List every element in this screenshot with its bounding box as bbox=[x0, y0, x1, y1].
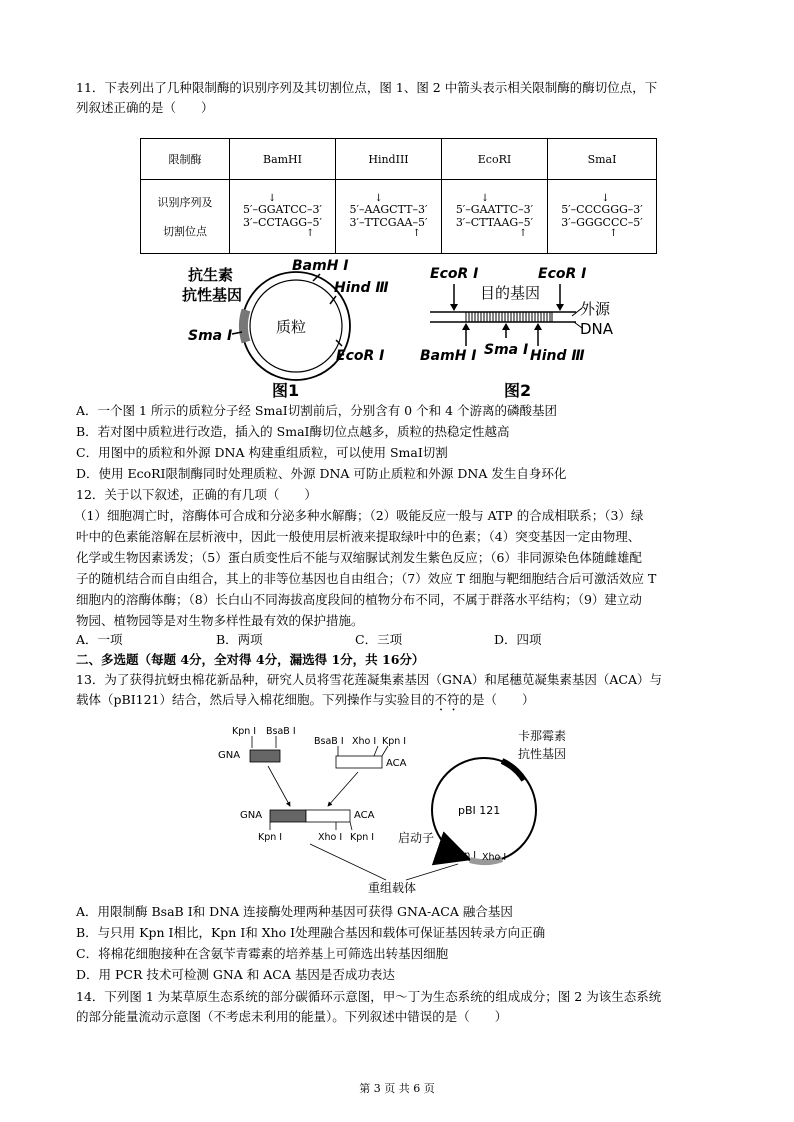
label-resistance-2: 抗性基因 bbox=[182, 286, 243, 304]
q13-figure-recombinant-vector bbox=[218, 720, 618, 896]
label-plasmid: 质粒 bbox=[276, 318, 307, 336]
label-xho-2: Xho Ⅰ bbox=[318, 832, 343, 843]
cut-arrow-down-icon: ↓ bbox=[480, 193, 490, 204]
table-header: BamHI bbox=[230, 139, 336, 180]
table-cell bbox=[230, 180, 336, 254]
label-bsab-2: BsaB Ⅰ bbox=[314, 736, 344, 747]
seq-top: 5′–CCCGGG–3′ bbox=[561, 203, 643, 216]
label-hindiii: Hind Ⅲ bbox=[334, 280, 389, 296]
label-target-gene: 目的基因 bbox=[480, 284, 541, 302]
label-aca-2: ACA bbox=[354, 810, 375, 821]
q13-option-c: C．将棉花细胞接种在含氨苄青霉素的培养基上可筛选出转基因细胞 bbox=[76, 946, 449, 961]
q12-stem: 12．关于以下叙述，正确的有几项（ ） bbox=[76, 487, 317, 502]
q12-line6: 物园、植物园等是对生物多样性最有效的保护措施。 bbox=[76, 613, 364, 628]
q11-option-a: A．一个图 1 所示的质粒分子经 SmaI切割前后，分别含有 0 个和 4 个游离的磷酸基团 bbox=[76, 403, 558, 418]
label-ecori-right: EcoR Ⅰ bbox=[538, 266, 587, 282]
cut-arrow-up-icon: ↑ bbox=[305, 228, 315, 239]
label-gna-1: GNA bbox=[218, 750, 241, 761]
cut-arrow-down-icon: ↓ bbox=[267, 193, 277, 204]
label-foreign-2: DNA bbox=[580, 320, 614, 338]
q12-option-c: C．三项 bbox=[355, 632, 403, 647]
cut-arrow-down-icon: ↓ bbox=[374, 193, 383, 204]
label-plasmid-pbi121: pBI 121 bbox=[458, 804, 501, 817]
label-ecori: EcoR Ⅰ bbox=[336, 348, 385, 364]
cut-arrow-up-icon: ↑ bbox=[518, 228, 528, 239]
q12-line4: 子的随机结合而自由组合，其上的非等位基因也自由组合；（7）效应 T 细胞与靶细胞结合后可激活效应 T bbox=[76, 571, 657, 586]
q12-option-a: A．一项 bbox=[76, 632, 123, 647]
label-bsab-1: BsaB Ⅰ bbox=[266, 726, 296, 737]
seq-bottom: 3′–CCTAGG–5′ bbox=[242, 216, 323, 229]
label-kanamycin-1: 卡那霉素 bbox=[518, 729, 567, 743]
enzyme-table bbox=[140, 138, 657, 254]
table-cell bbox=[336, 180, 442, 254]
cut-arrow-up-icon: ↑ bbox=[609, 228, 618, 239]
label-gna-2: GNA bbox=[240, 810, 263, 821]
label-xho-1: Xho Ⅰ bbox=[352, 736, 377, 747]
seq-bottom: 3′–TTCGAA–5′ bbox=[349, 216, 428, 229]
section-heading-multi-choice: 二、多选题（每题 4分，全对得 4分，漏选得 1分，共 16分） bbox=[76, 652, 425, 667]
q14-stem-line2: 的部分能量流动示意图（不考虑未利用的能量）。下列叙述中错误的是（ ） bbox=[76, 1009, 508, 1024]
q13-stem-emphasis: 不符 bbox=[434, 692, 460, 707]
cut-arrow-up-icon: ↑ bbox=[412, 228, 421, 239]
q13-option-d: D．用 PCR 技术可检测 GNA 和 ACA 基因是否成功表达 bbox=[76, 967, 395, 982]
figure-1-caption: 图1 bbox=[272, 381, 300, 400]
table-header: SmaI bbox=[548, 139, 657, 180]
label-resistance-1: 抗生素 bbox=[188, 266, 234, 284]
q12-option-b: B．两项 bbox=[216, 632, 263, 647]
label-bamhi: BamH Ⅰ bbox=[292, 258, 349, 274]
seq-bottom: 3′–CTTAAG–5′ bbox=[455, 216, 534, 229]
label-hindiii: Hind Ⅲ bbox=[530, 348, 585, 364]
q13-stem-part2: 的是（ ） bbox=[459, 692, 535, 707]
table-cell bbox=[442, 180, 548, 254]
q11-stem-line2: 列叙述正确的是（ ） bbox=[76, 100, 214, 115]
page-footer: 第 3 页 共 6 页 bbox=[359, 1082, 435, 1095]
seq-top: 5′–AAGCTT–3′ bbox=[349, 203, 428, 216]
q11-option-d: D．使用 EcoRI限制酶同时处理质粒、外源 DNA 可防止质粒和外源 DNA 发生自身环化 bbox=[76, 466, 567, 481]
q12-line5: 细胞内的溶酶体酶；（8）长白山不同海拔高度段间的植物分布不同，不属于群落水平结构；（9）建立动 bbox=[76, 592, 642, 607]
label-smai: Sma Ⅰ bbox=[188, 328, 233, 344]
table-cell bbox=[548, 180, 657, 254]
q12-line1: （1）细胞凋亡时，溶酶体可合成和分泌多种水解酶；（2）吸能反应一般与 ATP 的合成相联系；（3）绿 bbox=[74, 508, 644, 523]
label-foreign-1: 外源 bbox=[580, 300, 611, 318]
label-promoter: 启动子 bbox=[398, 831, 435, 845]
q13-stem-line1: 13．为了获得抗蚜虫棉花新品种，研究人员将雪花莲凝集素基因（GNA）和尾穗苋凝集素基因（ACA）与 bbox=[76, 672, 662, 687]
label-smai: Sma Ⅰ bbox=[484, 342, 529, 358]
label-kpn-4: Kpn Ⅰ bbox=[350, 832, 375, 843]
label-ecori-left: EcoR Ⅰ bbox=[430, 266, 479, 282]
q12-option-d: D．四项 bbox=[494, 632, 542, 647]
table-row-label bbox=[141, 180, 230, 254]
q12-line2: 叶中的色素能溶解在层析液中，因此一般使用层析液来提取绿叶中的色素；（4）突变基因一定由物理、 bbox=[76, 529, 641, 544]
figure-2-foreign-dna bbox=[420, 256, 630, 400]
q13-stem-line2 bbox=[76, 692, 535, 714]
label-recombinant-vector: 重组载体 bbox=[368, 881, 417, 895]
q13-option-b: B．与只用 Kpn Ⅰ相比，Kpn Ⅰ和 Xho Ⅰ处理融合基因和载体可保证基因转录方向正确 bbox=[76, 925, 546, 940]
table-header: HindIII bbox=[336, 139, 442, 180]
label-aca-1: ACA bbox=[386, 758, 407, 769]
q11-option-b: B．若对图中质粒进行改造，插入的 SmaI酶切位点越多，质粒的热稳定性越高 bbox=[76, 424, 510, 439]
figure-2-caption: 图2 bbox=[504, 381, 532, 400]
label-kpn-3: Kpn Ⅰ bbox=[258, 832, 283, 843]
label-xho-3: Xho Ⅰ bbox=[482, 852, 507, 863]
row-label-line2: 切割位点 bbox=[163, 225, 207, 238]
table-header: EcoRI bbox=[442, 139, 548, 180]
q11-stem-line1: 11．下表列出了几种限制酶的识别序列及其切割位点，图 1、图 2 中箭头表示相关限制酶的酶切位点，下 bbox=[76, 80, 658, 95]
label-kpn-1: Kpn Ⅰ bbox=[232, 726, 257, 737]
label-kpn-5: Kpn Ⅰ bbox=[452, 850, 477, 861]
label-bamhi: BamH Ⅰ bbox=[420, 348, 477, 364]
seq-top: 5′–GAATTC–3′ bbox=[455, 203, 534, 216]
label-kanamycin-2: 抗性基因 bbox=[518, 747, 567, 761]
label-kpn-2: Kpn Ⅰ bbox=[382, 736, 407, 747]
table-header: 限制酶 bbox=[141, 139, 230, 180]
q14-stem-line1: 14．下列图 1 为某草原生态系统的部分碳循环示意图，甲～丁为生态系统的组成成分；图 2 为该生态系统 bbox=[76, 989, 662, 1004]
q12-line3: 化学或生物因素诱发；（5）蛋白质变性后不能与双缩脲试剂发生紫色反应；（6）非同源染色体随雌雄配 bbox=[76, 550, 642, 565]
cut-arrow-down-icon: ↓ bbox=[601, 193, 610, 204]
seq-bottom: 3′–GGGCCC–5′ bbox=[561, 216, 643, 229]
row-label-line1: 识别序列及 bbox=[157, 196, 213, 209]
figure-1-plasmid bbox=[180, 254, 420, 400]
q13-stem-part1: 载体（pBI121）结合，然后导入棉花细胞。下列操作与实验目的 bbox=[76, 692, 435, 707]
q11-option-c: C．用图中的质粒和外源 DNA 构建重组质粒，可以使用 SmaI切割 bbox=[76, 445, 448, 460]
seq-top: 5′–GGATCC–3′ bbox=[242, 203, 323, 216]
q13-option-a: A．用限制酶 BsaB Ⅰ和 DNA 连接酶处理两种基因可获得 GNA-ACA 融合基因 bbox=[76, 904, 513, 919]
